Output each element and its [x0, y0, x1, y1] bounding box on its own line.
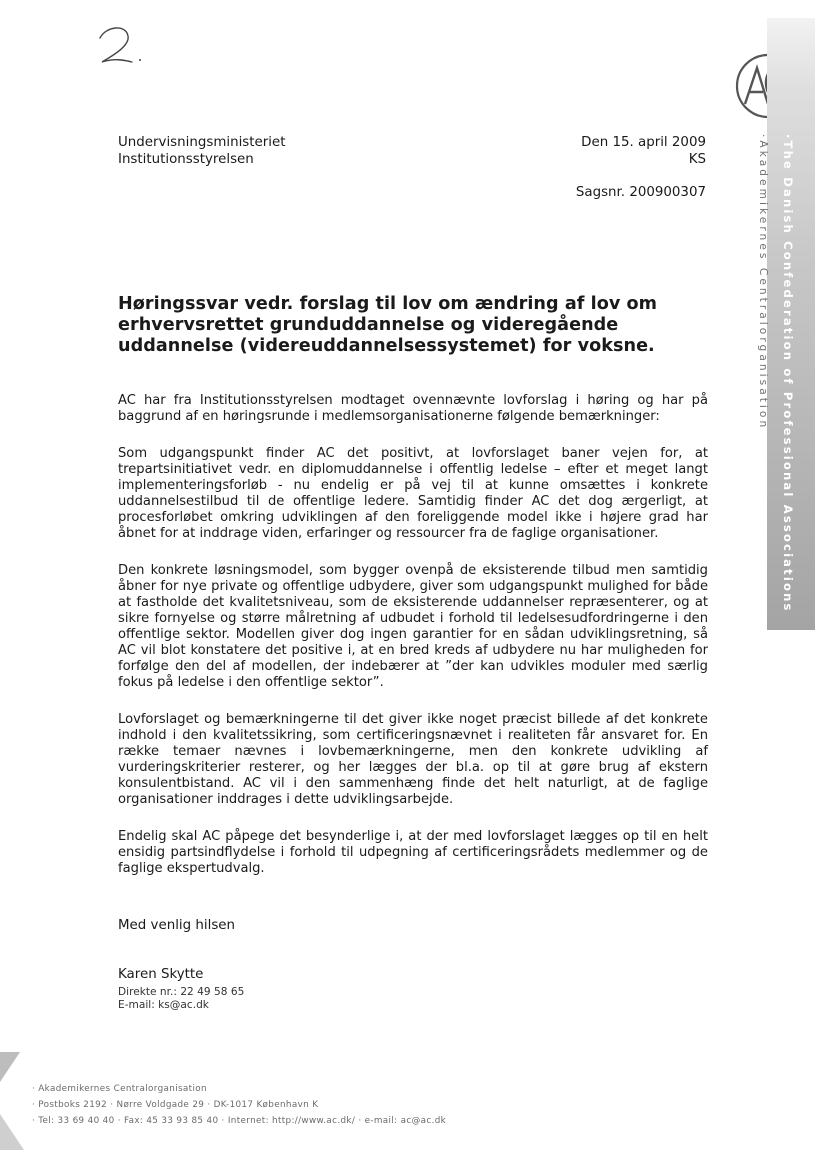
- sender-initials: KS: [688, 152, 706, 167]
- logo-text: AC: [731, 52, 733, 53]
- footer-address: · Postboks 2192 · Nørre Voldgade 29 · DK-1017 København K: [32, 1100, 319, 1110]
- paragraph-2: Som udgangspunkt finder AC det positivt, at lovforslaget baner vejen for, at trepartsinitiativet vedr. en diplomuddannelse i offentlig ledelse – efter et meget langt implementeringsforløb - nu endelig er på vej til at kunne omsættes i konkrete uddannelsestilbud til de offentlige ledere. Samtidig finder AC det dog ærgerligt, at procesforløbet omkring udviklingen af den foreliggende model ikke i højere grad har åbnet for at inddrage viden, erfaringer og ressourcer fra de faglige organisationer.: [118, 446, 708, 541]
- recipient-line2: Institutionsstyrelsen: [118, 152, 254, 167]
- band-text-english: ·The Danish Confederation of Professional Associations: [781, 134, 795, 613]
- footer-org: · Akademikernes Centralorganisation: [32, 1084, 207, 1094]
- case-number: Sagsnr. 200900307: [575, 185, 706, 200]
- footer-contact: · Tel: 33 69 40 40 · Fax: 45 33 93 85 40 · Internet: http://www.ac.dk/ · e-mail: ac@ac.dk: [32, 1116, 447, 1126]
- paragraph-3: Den konkrete løsningsmodel, som bygger ovenpå de eksisterende tilbud men samtidig åbner for nye private og offentlige udbydere, giver som udgangspunkt mulighed for både at fastholde det kvalitetsniveau, som de eksisterende uddannelser repræsenterer, og at sikre fornyelse og større målretning af udbudet i forhold til ledelsesudfordringerne i den offentlige sektor. Modellen giver dog ingen garantier for en sådan udviklingsretning, så AC vil blot konstatere det positive i, at en bred kreds af udbydere nu har muligheden for forfølge den del af modellen, der indebærer at ”der kan udvikles moduler med særlig fokus på ledelse i den offentlige sektor”.: [118, 563, 708, 690]
- paragraph-4: Lovforslaget og bemærkningerne til det giver ikke noget præcist billede af det konkrete indhold i den kvalitetssikring, som certificeringsnævnet i realiteten får ansvaret for. En række temaer nævnes i lovbemærkningerne, men den konkrete udvikling af vurderingskriterier resterer, og her lægges der bl.a. op til at gøre brug af ekstern konsulentbistand. AC vil i den sammenhæng finde det helt naturligt, at de faglige organisationer inddrages i dette udviklingsarbejde.: [118, 712, 708, 807]
- signature-name: Karen Skytte: [118, 967, 204, 982]
- recipient-line1: Undervisningsministeriet: [118, 135, 286, 150]
- email: E-mail: ks@ac.dk: [118, 999, 209, 1011]
- band-text-danish: ·Akademikernes Centralorganisation: [757, 134, 769, 431]
- date-block: [581, 134, 706, 168]
- annotation-text: 2: [92, 22, 93, 23]
- letter-date: Den 15. april 2009: [581, 135, 706, 150]
- letter-title: Høringssvar vedr. forslag til lov om ændring af lov om erhvervsrettet grunduddannelse og videregående uddannelse (videreuddannelsessystemet) for voksne.: [118, 294, 658, 356]
- paragraph-1: AC har fra Institutionsstyrelsen modtaget ovennævnte lovforslag i høring og har på baggrund af en høringsrunde i medlemsorganisationerne følgende bemærkninger:: [118, 393, 708, 424]
- recipient-block: [118, 134, 285, 168]
- direct-phone: Direkte nr.: 22 49 58 65: [118, 986, 245, 998]
- paragraph-5: Endelig skal AC påpege det besynderlige i, at der med lovforslaget lægges op til en helt ensidig partsindflydelse i forhold til udpegning af certificeringsrådets medlemmer og de faglige ekspertudvalg.: [118, 829, 708, 876]
- handwritten-annotation: [92, 22, 152, 68]
- footer-mark: [0, 1052, 24, 1150]
- closing: Med venlig hilsen: [118, 918, 236, 933]
- signature-contact: [118, 986, 244, 1012]
- footer: [32, 1081, 446, 1129]
